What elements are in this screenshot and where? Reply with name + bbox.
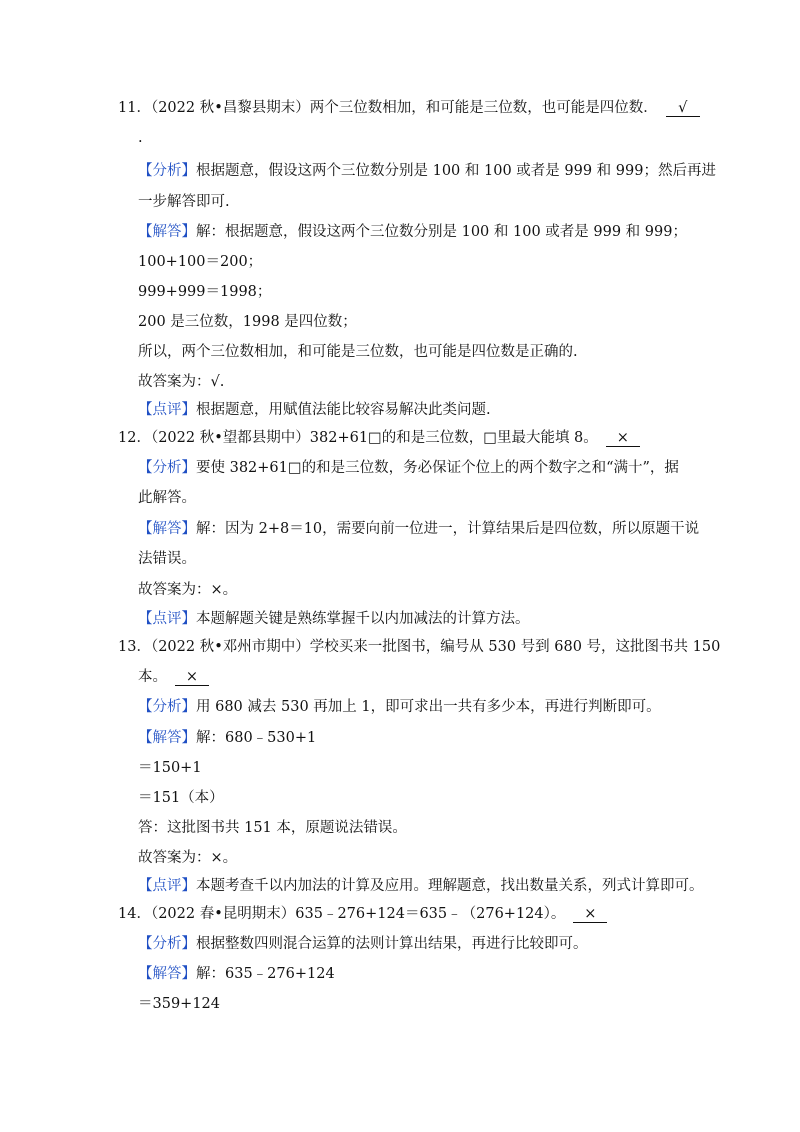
q13-answer-blank: × xyxy=(175,669,209,686)
q12-analysis-line1 xyxy=(138,458,679,478)
q11-answer-blank: √ xyxy=(666,100,700,117)
q14-analysis-text1: 根据整数四则混合运算的法则计算出结果，再进行比较即可。 xyxy=(196,936,588,952)
q11-solution-tag: 【解答】 xyxy=(138,224,196,240)
q12-final-answer: 故答案为：×。 xyxy=(138,582,238,598)
q11-final-answer: 故答案为：√. xyxy=(138,374,225,390)
q12-analysis-line2: 此解答。 xyxy=(138,490,196,506)
q13-review-tag: 【点评】 xyxy=(138,878,196,894)
q11-calc-a: 100+100＝200； xyxy=(138,254,263,270)
q12-review-text: 本题解题关键是熟练掌握千以内加减法的计算方法。 xyxy=(196,611,530,627)
q12-solution-line2: 法错误。 xyxy=(138,551,196,567)
q14-solution-line1 xyxy=(138,964,335,984)
q11-analysis-line2: 一步解答即可. xyxy=(138,194,230,210)
q11-number: 11． xyxy=(118,100,151,116)
q14-answer-blank: × xyxy=(573,906,607,923)
q11-analysis-line1 xyxy=(138,161,716,181)
q12-analysis-tag: 【分析】 xyxy=(138,460,196,476)
q11-calc-c: 200 是三位数，1998 是四位数； xyxy=(138,314,357,330)
q13-review-line xyxy=(138,876,704,896)
q14-stem xyxy=(118,904,607,924)
q12-review-line xyxy=(138,609,530,629)
q13-stem-line2 xyxy=(138,667,209,687)
q13-solution-text1: 解：680﹣530+1 xyxy=(196,730,317,746)
q14-analysis-line1 xyxy=(138,934,588,954)
q13-text2: 本。 xyxy=(138,669,167,685)
q13-solution-line1 xyxy=(138,728,316,748)
q12-number: 12． xyxy=(118,430,151,446)
q11-stem xyxy=(118,98,700,118)
q14-solution-text1: 解：635﹣276+124 xyxy=(196,966,335,982)
q13-calc-a: ＝150+1 xyxy=(138,760,202,776)
q13-analysis-text1: 用 680 减去 530 再加上 1，即可求出一共有多少本，再进行判断即可。 xyxy=(196,699,661,715)
q11-solution-text1: 解：根据题意，假设这两个三位数分别是 100 和 100 或者是 999 和 999； xyxy=(196,224,687,240)
q11-review-line xyxy=(138,400,491,420)
q13-analysis-line1 xyxy=(138,697,661,717)
q12-text: （2022 秋•望都县期中）382+61□的和是三位数，□里最大能填 8。 xyxy=(150,430,598,446)
q11-review-text: 根据题意，用赋值法能比较容易解决此类问题. xyxy=(196,402,491,418)
q13-review-text: 本题考查千以内加法的计算及应用。理解题意，找出数量关系，列式计算即可。 xyxy=(196,878,704,894)
q12-review-tag: 【点评】 xyxy=(138,611,196,627)
q11-text: （2022 秋•昌黎县期末）两个三位数相加，和可能是三位数，也可能是四位数． xyxy=(150,100,658,116)
q11-analysis-tag: 【分析】 xyxy=(138,163,196,179)
q13-text: （2022 秋•邓州市期中）学校买来一批图书，编号从 530 号到 680 号，这批图书共 150 xyxy=(150,639,721,655)
q13-conclusion: 答：这批图书共 151 本，原题说法错误。 xyxy=(138,820,407,836)
q14-analysis-tag: 【分析】 xyxy=(138,936,196,952)
q12-answer-blank: × xyxy=(606,430,640,447)
q11-calc-b: 999+999＝1998； xyxy=(138,284,272,300)
q12-solution-tag: 【解答】 xyxy=(138,521,196,537)
q11-trailing-period: . xyxy=(138,130,143,146)
q12-analysis-text1: 要使 382+61□的和是三位数，务必保证个位上的两个数字之和“满十”，据 xyxy=(196,460,679,476)
q14-text: （2022 春•昆明期末）635﹣276+124＝635﹣（276+124）。 xyxy=(150,906,566,922)
q13-analysis-tag: 【分析】 xyxy=(138,699,196,715)
q14-solution-tag: 【解答】 xyxy=(138,966,196,982)
q12-solution-line1 xyxy=(138,519,699,539)
q14-number: 14． xyxy=(118,906,151,922)
q13-number: 13． xyxy=(118,639,151,655)
q13-calc-b: ＝151（本） xyxy=(138,790,224,806)
q14-calc-a: ＝359+124 xyxy=(138,996,221,1012)
q11-review-tag: 【点评】 xyxy=(138,402,196,418)
q11-calc-d: 所以，两个三位数相加，和可能是三位数，也可能是四位数是正确的. xyxy=(138,344,578,360)
q11-analysis-text1: 根据题意，假设这两个三位数分别是 100 和 100 或者是 999 和 999；然后再进 xyxy=(196,163,716,179)
q13-final-answer: 故答案为：×。 xyxy=(138,850,238,866)
q12-stem xyxy=(118,428,640,448)
q13-stem xyxy=(118,637,720,657)
q12-solution-text1: 解：因为 2+8＝10，需要向前一位进一，计算结果后是四位数，所以原题干说 xyxy=(196,521,700,537)
q13-solution-tag: 【解答】 xyxy=(138,730,196,746)
q11-solution-line1 xyxy=(138,222,687,242)
